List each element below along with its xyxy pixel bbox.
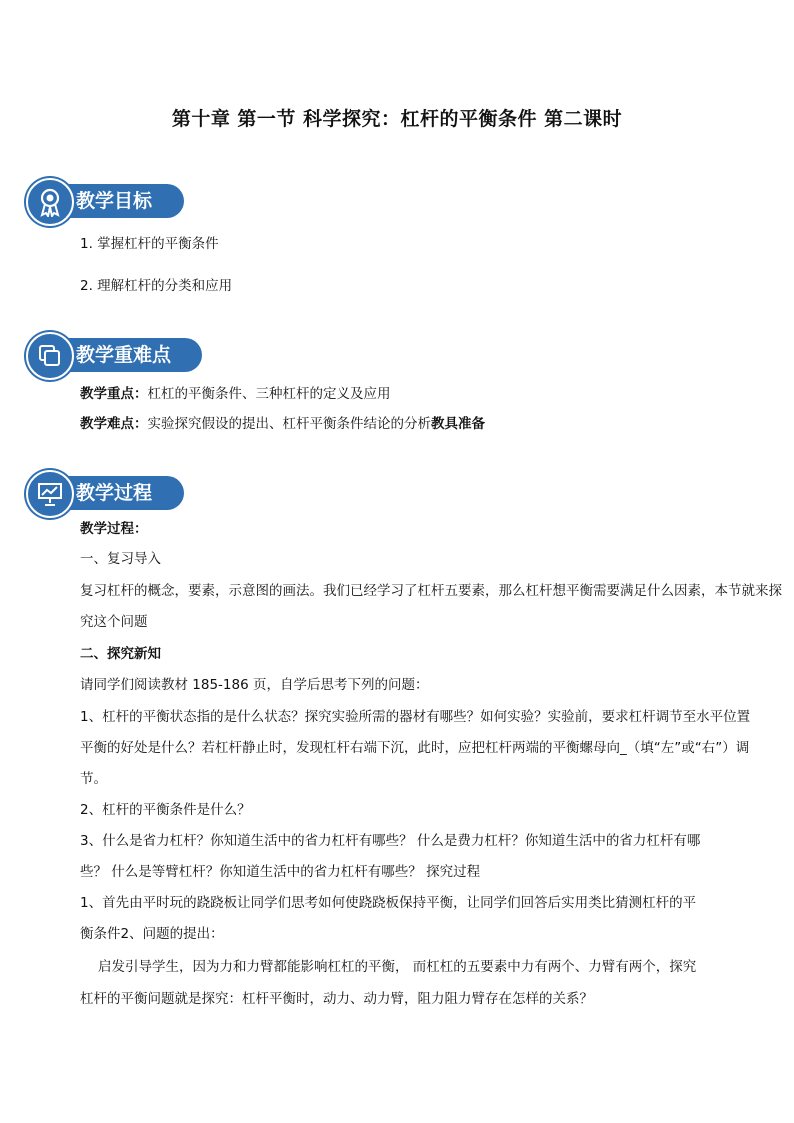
guide-text-line-1: 启发引导学生，因为力和力臂都能影响杠杠的平衡， 而杠杠的五要素中力有两个、力臂有两个，探究 <box>98 959 697 975</box>
award-ribbon-icon <box>26 178 74 226</box>
process-heading: 教学过程： <box>80 521 148 537</box>
explore-step-1-line-2: 衡条件2、问题的提出： <box>80 926 224 942</box>
part1-title: 一、复习导入 <box>80 551 161 567</box>
question-3-line-2: 些？ 什么是等臂杠杆？你知道生活中的省力杠杆有哪些？ 探究过程 <box>80 864 481 880</box>
section-header-objectives <box>26 178 186 224</box>
difficult-point-text: 实验探究假设的提出、杠杆平衡条件结论的分析 <box>147 416 431 432</box>
stacked-pages-icon <box>26 332 74 380</box>
question-1-line-3: 节。 <box>80 771 107 787</box>
objective-item-2: 2. 理解杠杆的分类和应用 <box>80 278 233 294</box>
question-3-line-1: 3、什么是省力杠杆？你知道生活中的省力杠杆有哪些？ 什么是费力杠杆？你知道生活中的省力杠杆有哪 <box>80 833 701 849</box>
section-title-key-points: 教学重难点 <box>76 344 172 366</box>
key-point-text: 杠杠的平衡条件、三种杠杆的定义及应用 <box>147 386 391 402</box>
key-point-line <box>80 385 391 403</box>
teaching-aids-label: 教具准备 <box>431 416 485 432</box>
section-header-process <box>26 470 186 516</box>
presentation-chart-icon <box>26 470 74 518</box>
objective-item-1: 1. 掌握杠杆的平衡条件 <box>80 236 219 252</box>
section-header-key-points <box>26 332 186 378</box>
review-text-line-1: 复习杠杆的概念，要素，示意图的画法。我们已经学习了杠杆五要素，那么杠杆想平衡需要满足什么因素，本节就来探 <box>80 583 782 599</box>
guide-text-line-2: 杠杆的平衡问题就是探究：杠杆平衡时，动力、动力臂，阻力阻力臂存在怎样的关系？ <box>80 991 593 1007</box>
key-point-label: 教学重点： <box>80 386 148 402</box>
difficult-point-label: 教学难点： <box>80 416 148 432</box>
part2-title: 二、探究新知 <box>80 646 161 662</box>
difficult-point-line <box>80 415 485 433</box>
question-1-line-1: 1、杠杆的平衡状态指的是什么状态？探究实验所需的器材有哪些？如何实验？实验前，要求杠杆调节至水平位置 <box>80 709 751 725</box>
question-1-line-2: 平衡的好处是什么？若杠杆静止时，发现杠杆右端下沉，此时，应把杠杆两端的平衡螺母向_（填“左”或“右”）调 <box>80 740 750 756</box>
reading-assignment: 请同学们阅读教材 185-186 页，自学后思考下列的问题： <box>80 677 429 693</box>
section-title-process: 教学过程 <box>76 482 153 504</box>
explore-step-1-line-1: 1、首先由平时玩的跷跷板让同学们思考如何使跷跷板保持平衡，让同学们回答后实用类比猜测杠杆的平 <box>80 895 697 911</box>
document-title: 第十章 第一节 科学探究：杠杆的平衡条件 第二课时 <box>171 108 623 130</box>
section-title-objectives: 教学目标 <box>76 190 153 212</box>
question-2: 2、杠杆的平衡条件是什么？ <box>80 802 251 818</box>
review-text-line-2: 究这个问题 <box>80 614 148 630</box>
